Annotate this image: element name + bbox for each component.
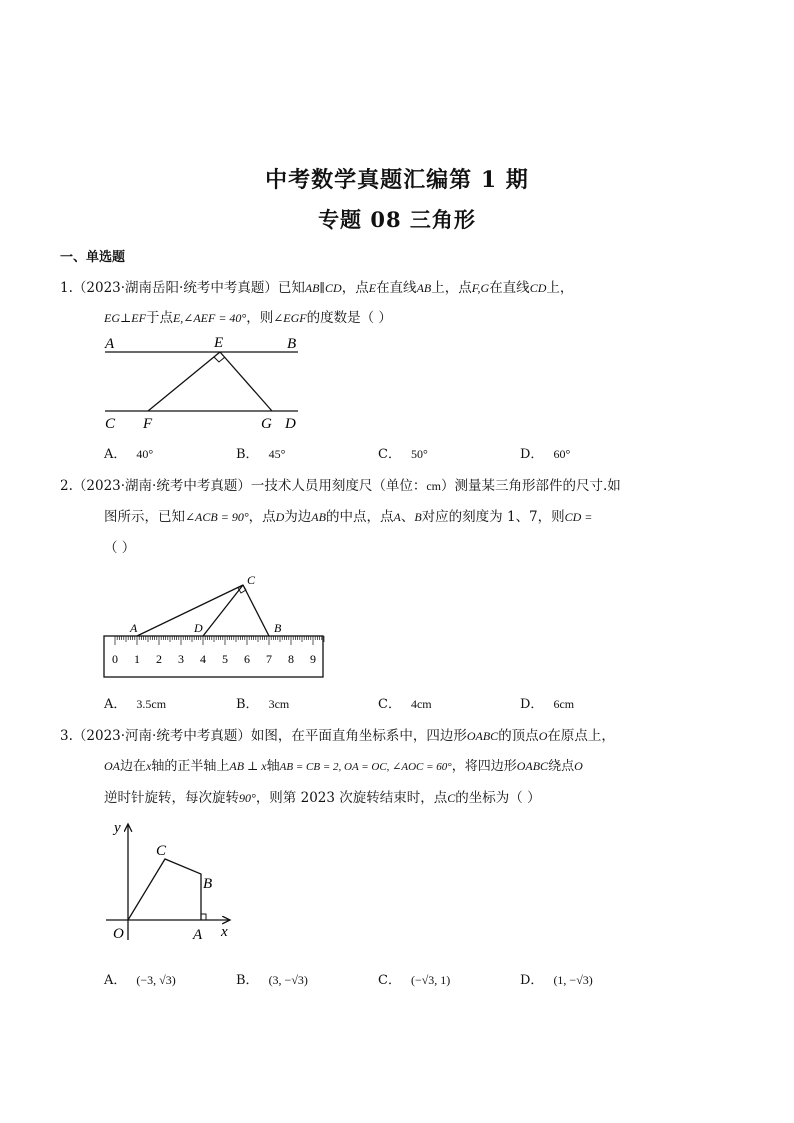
q3-text: 如图，在平面直角坐标系中，四边形 — [250, 728, 467, 744]
q1-label-c: C — [105, 416, 116, 432]
option-label: D． — [520, 697, 544, 712]
q3-option-c[interactable] — [378, 969, 450, 988]
q3-text: ，将四边形 — [451, 759, 517, 774]
q1-math: E,∠AEF = 40° — [172, 311, 247, 325]
q2-math: cm — [426, 479, 442, 493]
q3-math: O — [538, 729, 548, 743]
ruler-number: 6 — [244, 652, 250, 666]
q2-label-c: C — [247, 573, 256, 587]
q1-label-d: D — [285, 416, 296, 432]
q1-label-f: F — [143, 416, 153, 432]
q1-label-b: B — [287, 336, 297, 352]
q1-stem-line2 — [104, 306, 392, 326]
ruler-number: 0 — [112, 652, 118, 666]
q2-figure — [98, 570, 328, 682]
q2-math: AB — [311, 510, 326, 524]
q2-segment-cb — [243, 585, 269, 636]
q3-math: C — [447, 791, 456, 805]
q2-stem-line1 — [60, 474, 621, 494]
q1-segment-eg — [220, 352, 272, 411]
ruler-number: 3 — [178, 652, 184, 666]
option-label: D． — [520, 447, 544, 462]
q3-text: 轴的正半轴上 — [151, 759, 230, 774]
q2-option-c[interactable] — [378, 693, 432, 712]
option-label: B． — [236, 697, 259, 712]
q1-label-e: E — [214, 335, 224, 351]
q3-number: 3. — [60, 728, 73, 744]
q2-label-b: B — [274, 621, 282, 635]
q3-option-d[interactable] — [520, 969, 593, 988]
q3-option-b[interactable] — [236, 969, 308, 988]
q2-segment-ac — [137, 585, 243, 636]
option-label: C． — [378, 447, 401, 462]
q1-math: E — [368, 281, 377, 295]
option-value: 50° — [410, 447, 428, 461]
q2-option-a[interactable] — [104, 693, 166, 712]
q3-text: 轴 — [266, 759, 280, 774]
q3-option-a[interactable] — [104, 969, 176, 988]
q1-segment-ef — [148, 352, 220, 411]
option-value: 3.5cm — [136, 697, 167, 711]
q3-math: 90° — [239, 791, 256, 805]
page-subtitle: 专题 08 三角形 — [318, 207, 476, 232]
q2-text: 对应的刻度为 1、7，则 — [421, 509, 565, 525]
option-value: (1, −√3) — [553, 973, 593, 987]
ruler-number: 8 — [288, 652, 294, 666]
q3-stem-line3 — [104, 786, 541, 806]
q1-stem-line1 — [60, 276, 573, 296]
option-label: C． — [378, 697, 401, 712]
ruler-number: 2 — [156, 652, 162, 666]
q1-text: 上，点 — [431, 280, 472, 296]
q1-math: F,G — [471, 281, 490, 295]
q2-math: A — [393, 510, 401, 524]
q2-text: 图所示，已知 — [104, 509, 185, 525]
q2-text: ）测量某三角形部件的尺寸.如 — [441, 478, 621, 494]
q3-text: 边在 — [120, 759, 147, 774]
q1-label-g: G — [261, 416, 272, 432]
q2-text: 的中点，点 — [325, 509, 394, 525]
q2-stem-line3: （ ） — [104, 540, 136, 556]
ruler-number: 7 — [266, 652, 272, 666]
q3-text: ，则第 2023 次旋转结束时，点 — [255, 790, 448, 806]
option-value: (3, −√3) — [268, 973, 308, 987]
q3-label-c: C — [156, 843, 167, 859]
q2-text: 一技术人员用刻度尺（单位： — [250, 478, 427, 494]
q3-stem-line2 — [104, 755, 583, 774]
q1-text: 已知 — [277, 280, 305, 296]
option-label: B． — [236, 447, 259, 462]
q1-math: AB — [416, 281, 432, 295]
q3-text: 逆时针旋转，每次旋转 — [104, 790, 239, 806]
q3-text: 的顶点 — [498, 728, 539, 744]
q3-math: OA — [104, 759, 120, 773]
ruler-number: 9 — [310, 652, 316, 666]
option-value: 3cm — [268, 697, 290, 711]
q2-option-b[interactable] — [236, 693, 289, 712]
q1-label-a: A — [105, 336, 115, 352]
q1-math: ∠EGF — [273, 311, 307, 325]
q2-segment-cd — [203, 585, 243, 636]
q2-ruler-numbers — [112, 652, 316, 666]
q2-stem-line2 — [104, 505, 592, 525]
q2-label-a: A — [130, 621, 138, 635]
q3-quadrilateral — [128, 859, 201, 920]
q2-option-d[interactable] — [520, 693, 574, 712]
ruler-number: 4 — [200, 652, 206, 666]
q2-math: ∠ACB = 90° — [185, 510, 249, 524]
q1-text: 上， — [546, 280, 574, 296]
q3-figure — [100, 812, 245, 947]
option-value: 4cm — [410, 697, 432, 711]
q3-text: 在原点上， — [547, 728, 615, 744]
ruler-number: 5 — [222, 652, 228, 666]
q3-text: 的坐标为（ ） — [455, 790, 541, 806]
option-label: A． — [104, 973, 127, 988]
option-value: 6cm — [553, 697, 575, 711]
q1-text: 在直线 — [489, 280, 530, 296]
q2-source: （2023·湖南·统考中考真题） — [72, 478, 251, 494]
q2-number: 2. — [60, 478, 73, 494]
q2-ruler-ticks — [115, 636, 324, 645]
option-label: A． — [104, 697, 127, 712]
q3-label-a: A — [193, 927, 203, 943]
option-value: 60° — [553, 447, 571, 461]
q3-text: 绕点 — [548, 759, 575, 774]
q2-math: B — [414, 510, 422, 524]
q1-number: 1. — [60, 280, 73, 296]
q1-option-d[interactable] — [520, 443, 570, 462]
q1-option-c[interactable] — [378, 443, 428, 462]
q2-text: 、 — [400, 509, 415, 525]
q3-math: OABC — [516, 759, 549, 773]
ruler-number: 1 — [134, 652, 140, 666]
q1-text: 的度数是（ ） — [306, 310, 392, 326]
q3-math: O — [574, 759, 583, 773]
q3-label-b: B — [203, 876, 213, 892]
q1-math: EG⊥EF — [104, 311, 146, 325]
option-label: D． — [520, 973, 544, 988]
q1-text: ，点 — [341, 280, 369, 296]
q2-math: D — [275, 510, 285, 524]
q1-math: AB∥CD — [304, 281, 342, 295]
q1-text: 在直线 — [376, 280, 417, 296]
q3-stem-line1 — [60, 724, 615, 744]
q3-label-o: O — [113, 926, 124, 942]
option-value: 40° — [136, 447, 154, 461]
section-heading: 一、单选题 — [60, 250, 126, 265]
q1-option-b[interactable] — [236, 443, 285, 462]
option-value: 45° — [268, 447, 286, 461]
option-label: C． — [378, 973, 401, 988]
q3-right-angle-mark — [201, 914, 206, 920]
q2-label-d: D — [194, 621, 203, 635]
q1-right-angle-mark — [214, 357, 225, 362]
q3-label-y: y — [114, 820, 121, 836]
q3-source: （2023·河南·统考中考真题） — [72, 728, 251, 744]
q1-text: ，则 — [246, 310, 274, 326]
option-value: (−3, √3) — [136, 973, 176, 987]
q3-math: OABC — [466, 729, 499, 743]
page-title: 中考数学真题汇编第 1 期 — [265, 167, 529, 193]
q1-source: （2023·湖南岳阳·统考中考真题） — [72, 280, 278, 296]
q3-math: x — [146, 759, 152, 773]
q3-label-x: x — [221, 924, 228, 940]
q1-option-a[interactable] — [104, 443, 153, 462]
option-label: B． — [236, 973, 259, 988]
q1-figure — [95, 330, 315, 435]
q1-text: 于点 — [145, 310, 173, 326]
q2-text: 为边 — [284, 509, 312, 525]
q3-math: AB ⊥ x — [229, 759, 267, 773]
q1-math: CD — [529, 281, 547, 295]
q2-math: CD = — [564, 510, 593, 524]
q3-math: AB = CB = 2, OA = OC, ∠AOC = 60° — [279, 761, 452, 773]
option-value: (−√3, 1) — [410, 973, 451, 987]
option-label: A． — [104, 447, 127, 462]
q2-text: ，点 — [248, 509, 276, 525]
